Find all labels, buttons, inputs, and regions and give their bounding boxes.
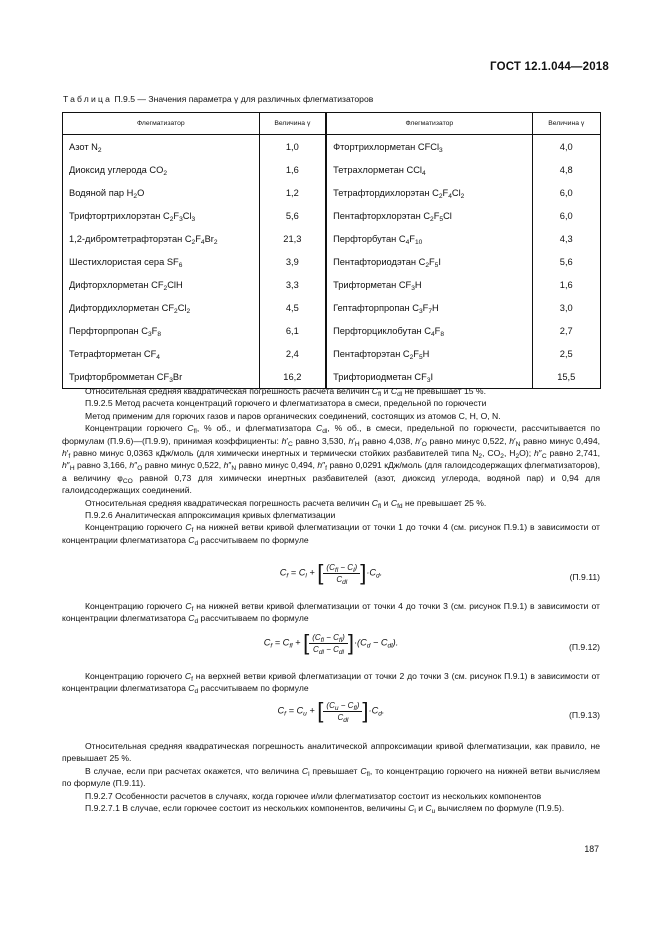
substance-cell: Дифтордихлорметан $CF_2Cl_2$ [63, 296, 260, 319]
gamma-value-cell: 15,5 [532, 365, 600, 389]
paragraph: Концентрацию горючего $C_f$ на верхней ветви кривой флегматизации от точки 2 до точки 3 (см. рисунок П.9.1) в зависимости от концентрации флегматизатора $C_d$ рассчитываем по формуле [62, 671, 600, 696]
paragraph: Концентрации горючего $C_{fl}$, % об., и флегматизатора $C_{dl}$, % об., в смеси, предельной по горючести, рассчитывается по формулам (П.9.6)—(П.9.9), принимая коэффициенты: $h'_C$ равно 3,530, $h'_H$ равно 4,038, $h'_O$ равно минус 0,522, $h'_N$ равно минус 0,494, $h'_f$ равно минус 0,0363 кДж/моль (для химически инертных и термически стойких разбавителей типа $N_2$, $CO_2$, $H_2O$); $h''_C$ равно 2,741, $h''_H$ равно 3,166, $h''_O$ равно минус 0,522, $h''_N$ равно минус 0,494, $h''_f$ равно 0,0291 кДж/моль (для галоидсодержащих флегматизаторов), а величину $\varphi_{CO}$ равной 0,73 для химически инертных разбавителей (азот, диоксид углерода, водяной пар) и 0,94 для галоидсодержащих соединений. [62, 423, 600, 496]
gamma-value-cell: 1,6 [259, 158, 326, 181]
substance-cell: Азот $N_2$ [63, 135, 260, 159]
substance-cell: Водяной пар $H_2O$ [63, 181, 260, 204]
text-block-2 [62, 600, 600, 625]
caption-label: Таблица [63, 94, 113, 104]
gamma-value-cell: 5,6 [532, 250, 600, 273]
paragraph: Концентрацию горючего $C_f$ на нижней ветви кривой флегматизации от точки 1 до точки 4 (см. рисунок П.9.1) в зависимости от концентрации флегматизатора $C_d$ рассчитываем по формуле [62, 522, 600, 547]
equation-formula: $C_f = C_{fl}$ + [ $\frac{(C_{fl} - C_{fl})}{C_{dl} - C_{dl}}$ ]$\cdot(C_d - C_{dl})$. [263, 630, 399, 656]
paragraph: П.9.2.7.1 В случае, если горючее состоит из нескольких компонентов, величины $C_l$ и $C_u$ вычисляем по формуле (П.9.5). [85, 803, 565, 816]
substance-cell: Перфторбутан $C_4F_{10}$ [326, 227, 532, 250]
table-row [63, 296, 601, 319]
equation-number: (П.9.11) [569, 572, 600, 582]
substance-cell: Пентафторэтан $C_2F_5H$ [326, 342, 532, 365]
substance-cell: Трифториодметан $CF_3I$ [326, 365, 532, 389]
equation-number: (П.9.12) [568, 642, 600, 652]
gamma-value-cell: 3,0 [532, 296, 600, 319]
caption-text: П.9.5 — Значения параметра γ для различных флегматизаторов [112, 94, 374, 104]
table-row [63, 227, 601, 250]
gamma-value-cell: 6,0 [532, 204, 600, 227]
paragraph: Относительная средняя квадратическая погрешность расчета величин $C_{fl}$ и $C_{fd}$ не превышает 25 %. [85, 497, 487, 510]
gamma-value-cell: 4,8 [532, 158, 600, 181]
paragraph: Относительная средняя квадратическая погрешность аналитической аппроксимации кривой флегматизации, как правило, не превышает 25 %. [62, 741, 600, 764]
text-block-4 [62, 740, 600, 814]
substance-cell: Тетрахлорметан CCl$_4$ [326, 158, 532, 181]
table-row [63, 135, 601, 159]
paragraph: Концентрацию горючего $C_f$ на нижней ветви кривой флегматизации от точки 4 до точки 3 (см. рисунок П.9.1) в зависимости от концентрации флегматизатора $C_d$ рассчитываем по формуле [62, 601, 600, 626]
substance-cell: Пентафториодэтан $C_2F_5I$ [326, 250, 532, 273]
gamma-value-cell: 4,0 [532, 135, 600, 159]
paragraph: Метод применим для горючих газов и паров органических соединений, состоящих из атомов C, H, O, N. [85, 410, 501, 421]
text-block-3 [62, 670, 600, 695]
gamma-value-cell: 4,3 [532, 227, 600, 250]
substance-cell: Перфторпропан $C_3F_8$ [63, 319, 260, 342]
gamma-value-cell: 1,2 [259, 181, 326, 204]
equation-13 [62, 700, 600, 734]
table-row [63, 204, 601, 227]
gamma-value-cell: 5,6 [259, 204, 326, 227]
gamma-value-cell: 2,7 [532, 319, 600, 342]
substance-cell: Диоксид углерода $CO_2$ [63, 158, 260, 181]
equation-11 [62, 562, 600, 596]
substance-cell: Тетрафторметан $CF_4$ [63, 342, 260, 365]
equation-number: (П.9.13) [568, 710, 600, 720]
substance-cell: Пентафторхлорэтан $C_2F_5Cl$ [326, 204, 532, 227]
substance-cell: Трифторметан $CF_3H$ [326, 273, 532, 296]
table-row [63, 342, 601, 365]
equation-formula: $C_f = C_u$ + [ $\frac{(C_u - C_{fl})}{C_{dl}}$ ]$\cdot C_d$. [277, 698, 385, 724]
gamma-value-cell: 2,4 [259, 342, 326, 365]
gamma-value-cell: 21,3 [259, 227, 326, 250]
gamma-value-cell: 4,5 [259, 296, 326, 319]
table-row [63, 319, 601, 342]
gamma-value-cell: 6,1 [259, 319, 326, 342]
substance-cell: Шестихлористая сера $SF_6$ [63, 250, 260, 273]
substance-cell: Трифторбромметан $CF_3Br$ [63, 365, 260, 389]
table-row [63, 273, 601, 296]
document-header: ГОСТ 12.1.044—2018 [490, 61, 609, 73]
gamma-table [62, 112, 601, 389]
gamma-value-cell: 2,5 [532, 342, 600, 365]
table-caption [63, 94, 373, 104]
paragraph: В случае, если при расчетах окажется, что величина $C_l$ превышает $C_{fl}$, то концентрацию горючего на нижней ветви вычисляем по формуле (П.9.11). [62, 765, 600, 789]
equation-12 [62, 632, 600, 666]
gamma-value-cell: 3,9 [259, 250, 326, 273]
paragraph: П.9.2.5 Метод расчета концентраций горючего и флегматизатора в смеси, предельной по горючести [85, 398, 487, 409]
substance-cell: Перфторциклобутан $C_4F_8$ [326, 319, 532, 342]
paragraph: П.9.2.6 Аналитическая аппроксимация кривых флегматизации [85, 510, 336, 521]
gamma-value-cell: 1,6 [532, 273, 600, 296]
gamma-value-cell: 3,3 [259, 273, 326, 296]
header-cell: Флегматизатор [63, 113, 260, 135]
table-row [63, 158, 601, 181]
paragraph: Относительная средняя квадратическая погрешность расчета величин $C_{fl}$ и $C_{dl}$ не превышает 15 %. [85, 386, 486, 398]
table-row [63, 250, 601, 273]
gamma-value-cell: 1,0 [259, 135, 326, 159]
substance-cell: Фтортрихлорметан CFCl$_3$ [326, 135, 532, 159]
text-block-1 [62, 385, 600, 546]
substance-cell: Дифторхлорметан $CF_2ClH$ [63, 273, 260, 296]
substance-cell: Гептафторпропан $C_3F_7H$ [326, 296, 532, 319]
gamma-value-cell: 16,2 [259, 365, 326, 389]
substance-cell: Тетрафтордихлорэтан $C_2F_4Cl_2$ [326, 181, 532, 204]
page-number: 187 [584, 844, 599, 854]
header-cell: Величина γ [259, 113, 326, 135]
paragraph: П.9.2.7 Особенности расчетов в случаях, когда горючее и/или флегматизатор состоит из нескольких компонентов [85, 790, 542, 801]
substance-cell: 1,2-дибромтетрафторэтан $C_2F_4Br_2$ [63, 227, 260, 250]
substance-cell: Трифтортрихлорэтан $C_2F_3Cl_3$ [63, 204, 260, 227]
header-cell: Величина γ [532, 113, 600, 135]
gamma-value-cell: 6,0 [532, 181, 600, 204]
table-row [63, 181, 601, 204]
equation-formula: $C_f = C_l$ + [ $\frac{(C_{fl} - C_l)}{C_{dl}}$ ]$\cdot C_d$. [279, 560, 383, 586]
header-cell: Флегматизатор [326, 113, 532, 135]
table-header-row [63, 113, 601, 135]
